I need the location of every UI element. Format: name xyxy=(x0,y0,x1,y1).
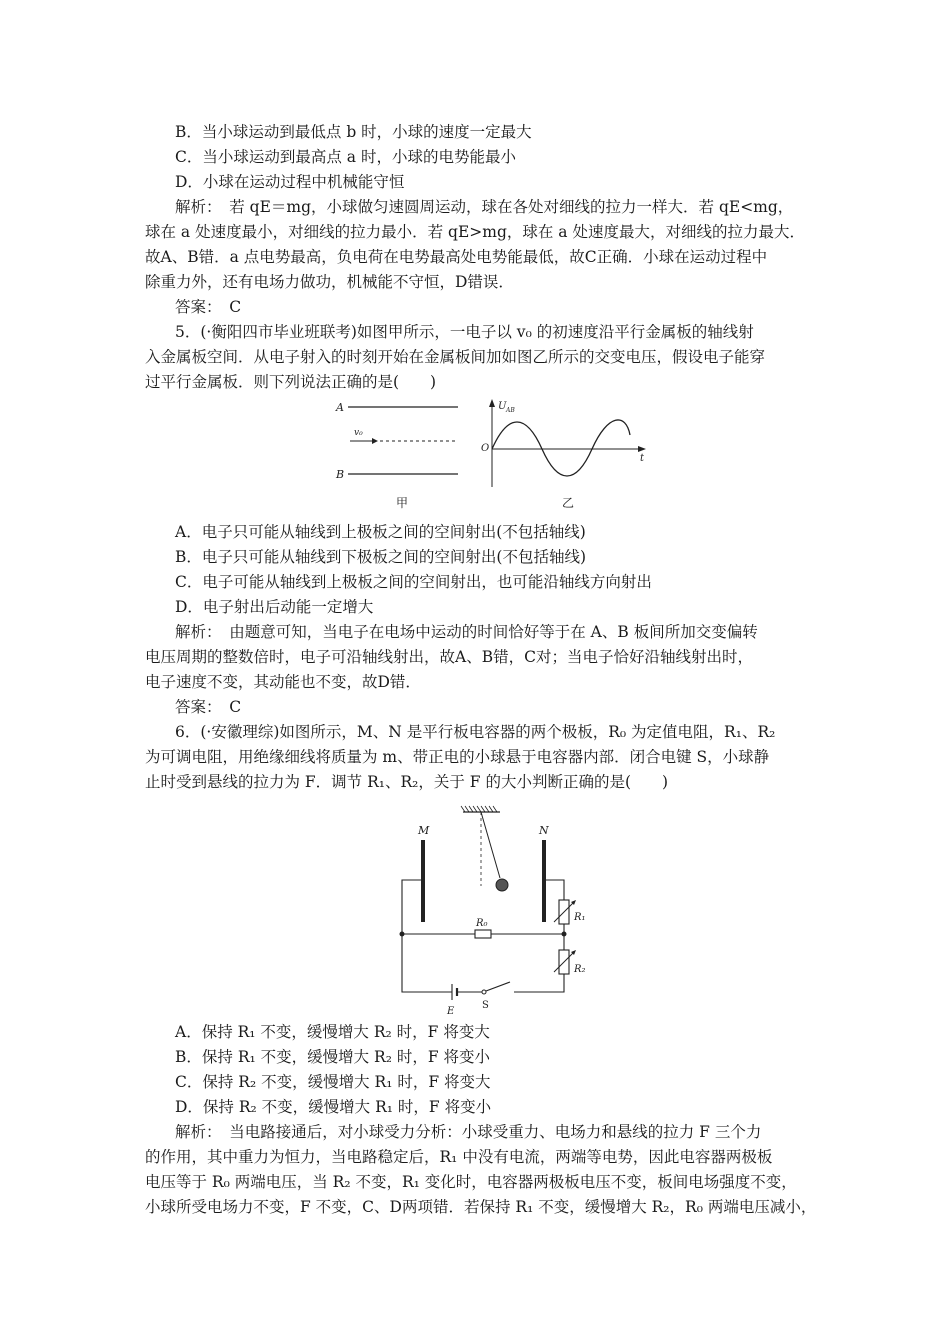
q6-circuit-figure xyxy=(388,800,588,1022)
q4-option-b: B．当小球运动到最低点 b 时，小球的速度一定最大 xyxy=(175,123,532,141)
q4-answer: 答案： C xyxy=(175,298,242,316)
q6-option-c: C．保持 R₂ 不变，缓慢增大 R₁ 时，F 将变大 xyxy=(175,1073,491,1091)
q6-option-d: D．保持 R₂ 不变，缓慢增大 R₁ 时，F 将变小 xyxy=(175,1098,492,1116)
velocity-label: v₀ xyxy=(354,428,363,438)
figure-yi xyxy=(481,399,646,510)
q6-analysis-line: 解析： 当电路接通后，对小球受力分析：小球受重力、电场力和悬线的拉力 F 三个力 xyxy=(175,1123,762,1141)
q5-analysis-line: 电压周期的整数倍时，电子可沿轴线射出，故A、B错，C对；当电子恰好沿轴线射出时， xyxy=(145,648,753,666)
q6-stem-line: 止时受到悬线的拉力为 F．调节 R₁、R₂，关于 F 的大小判断正确的是( ) xyxy=(145,773,669,791)
u-axis-arrow xyxy=(489,399,495,407)
q5-stem-line: 5．(·衡阳四市毕业班联考)如图甲所示，一电子以 v₀ 的初速度沿平行金属板的轴线射 xyxy=(175,323,754,341)
q4-analysis-line: 解析： 若 qE＝mg，小球做匀速圆周运动，球在各处对细线的拉力一样大．若 qE<mg， xyxy=(175,198,794,216)
switch-label: S xyxy=(482,1000,489,1011)
plate-m-label: M xyxy=(418,824,430,837)
q6-option-b: B．保持 R₁ 不变，缓慢增大 R₂ 时，F 将变小 xyxy=(175,1048,491,1066)
q5-stem-line: 过平行金属板．则下列说法正确的是( ) xyxy=(145,373,437,391)
q5-figure xyxy=(330,395,660,515)
wire-left xyxy=(402,880,452,992)
suspension-thread xyxy=(481,812,500,878)
q5-option-d: D．电子射出后动能一定增大 xyxy=(175,598,374,616)
q6-analysis-line: 的作用，其中重力为恒力，当电路稳定后，R₁ 中没有电流，两端等电势，因此电容器两极板 xyxy=(145,1148,773,1166)
q5-option-a: A．电子只可能从轴线到上极板之间的空间射出(不包括轴线) xyxy=(175,523,586,541)
r1-label: R₁ xyxy=(574,912,586,923)
wire-n-to-r1 xyxy=(544,880,564,900)
q6-analysis-line: 电压等于 R₀ 两端电压，当 R₂ 不变，R₁ 变化时，电容器两极板电压不变，板间电场强度不变， xyxy=(145,1173,797,1191)
velocity-arrow-head xyxy=(372,438,378,444)
charged-ball xyxy=(496,879,508,891)
plate-m xyxy=(421,840,425,922)
q5-option-c: C．电子可能从轴线到上极板之间的空间射出，也可能沿轴线方向射出 xyxy=(175,573,652,591)
plate-a-label: A xyxy=(336,401,344,414)
plate-n xyxy=(542,840,546,922)
junction-right xyxy=(562,932,567,937)
figure-jia xyxy=(335,401,458,510)
q5-stem-line: 入金属板空间．从电子射入的时刻开始在金属板间加如图乙所示的交变电压，假设电子能穿 xyxy=(145,348,766,366)
q6-stem-line: 6．(·安徽理综)如图所示，M、N 是平行板电容器的两个极板，R₀ 为定值电阻，R₁、R₂ xyxy=(175,723,776,741)
q5-analysis-line: 电子速度不变，其动能也不变，故D错． xyxy=(145,673,421,691)
q5-option-b: B．电子只可能从轴线到下极板之间的空间射出(不包括轴线) xyxy=(175,548,586,566)
switch-lever xyxy=(486,982,510,991)
q5-analysis-line: 解析： 由题意可知，当电子在电场中运动的时间恰好等于在 A、B 板间所加交变偏转 xyxy=(175,623,758,641)
q4-option-d: D．小球在运动过程中机械能守恒 xyxy=(175,173,405,191)
origin-label: O xyxy=(481,443,490,454)
resistor-r0 xyxy=(475,930,491,938)
plate-b-label: B xyxy=(336,468,345,481)
wire-bottom-right xyxy=(514,974,564,992)
q6-stem-line: 为可调电阻，用绝缘细线将质量为 m、带正电的小球悬于电容器内部．闭合电键 S，小球静 xyxy=(145,748,770,766)
q4-option-c: C．当小球运动到最高点 a 时，小球的电势能最小 xyxy=(175,148,516,166)
switch-pivot xyxy=(482,990,486,994)
sine-curve xyxy=(492,420,630,476)
u-axis-label: U xyxy=(498,401,507,412)
battery-label: E xyxy=(447,1006,455,1017)
t-axis-arrow xyxy=(638,446,646,452)
q6-analysis-line: 小球所受电场力不变，F 不变，C、D两项错．若保持 R₁ 不变，缓慢增大 R₂，R₀ 两端电压减小， xyxy=(145,1198,817,1216)
caption-yi: 乙 xyxy=(562,496,575,510)
q4-analysis-line: 故A、B错．a 点电势最高，负电荷在电势最高处电势能最低，故C正确．小球在运动过程中 xyxy=(145,248,768,266)
ceiling-hatch xyxy=(461,806,497,812)
q5-answer: 答案： C xyxy=(175,698,242,716)
plate-n-label: N xyxy=(539,824,549,837)
r2-label: R₂ xyxy=(574,964,586,975)
q4-analysis-line: 球在 a 处速度最小，对细线的拉力最小．若 qE>mg，球在 a 处速度最大，对细线的拉力最大． xyxy=(145,223,805,241)
caption-jia: 甲 xyxy=(396,496,409,510)
q6-option-a: A．保持 R₁ 不变，缓慢增大 R₂ 时，F 将变大 xyxy=(175,1023,490,1041)
q4-analysis-line: 除重力外，还有电场力做功，机械能不守恒，D错误． xyxy=(145,273,514,291)
junction-left xyxy=(400,932,405,937)
u-axis-subscript: AB xyxy=(506,407,515,414)
r0-label: R₀ xyxy=(476,918,488,929)
t-axis-label: t xyxy=(640,453,645,464)
